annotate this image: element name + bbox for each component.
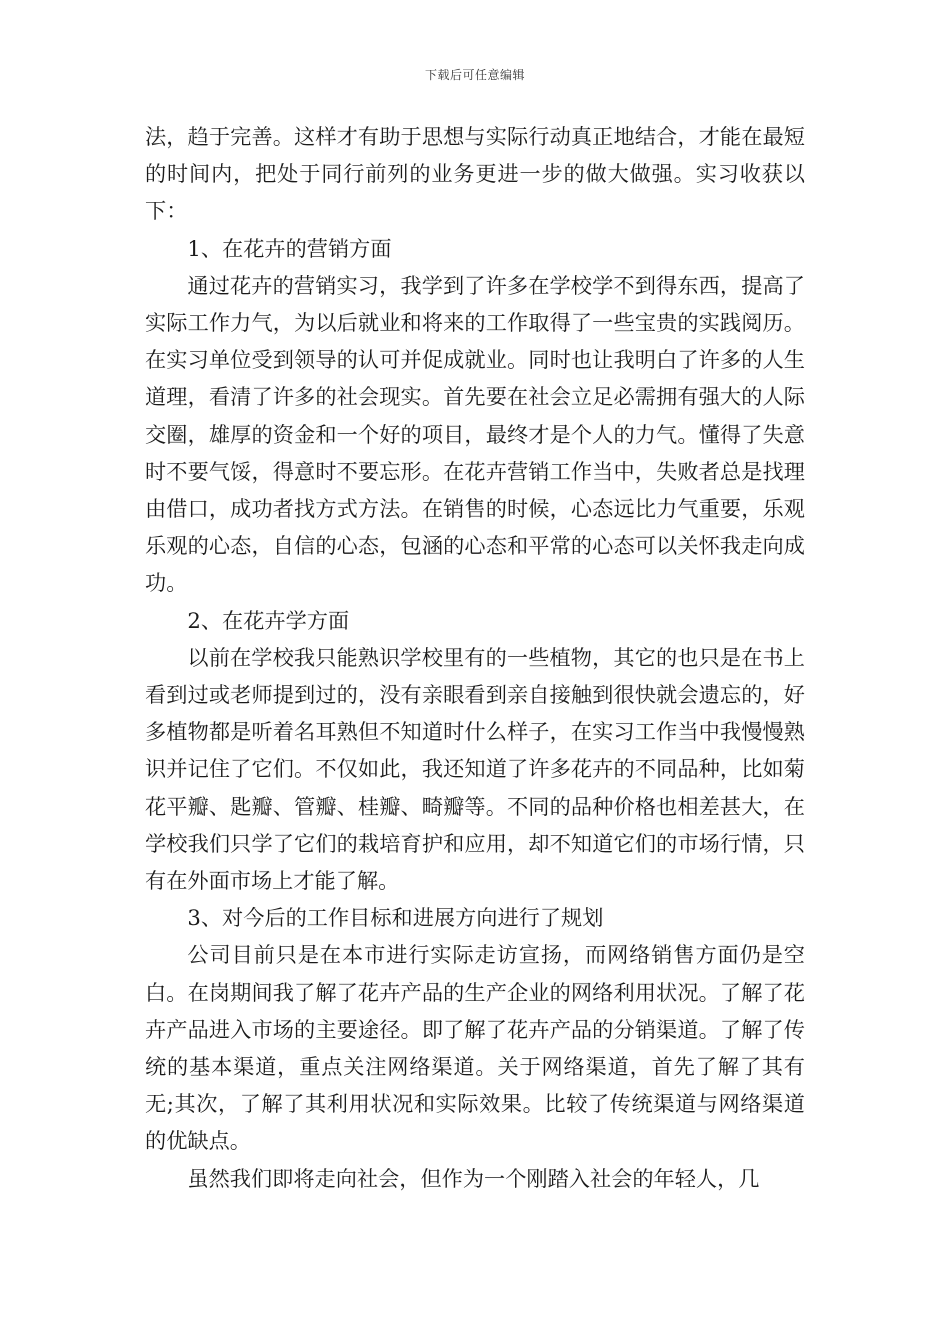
paragraph-continued: 法，趋于完善。这样才有助于思想与实际行动真正地结合，才能在最短的时间内，把处于同行前列的业务更进一步的做大做强。实习收获以下： [145,124,805,224]
section-heading-2: 2、在花卉学方面 [187,607,350,633]
page-header: 下载后可任意编辑 [424,68,525,82]
paragraph-marketing: 通过花卉的营销实习，我学到了许多在学校学不到得东西，提高了实际工作力气，为以后就业和将来的工作取得了一些宝贵的实践阅历。在实习单位受到领导的认可并促成就业。同时也让我明白了许多的人生道理，看清了许多的社会现实。首先要在社会立足必需拥有强大的人际交圈，雄厚的资金和一个好的项目，最终才是个人的力气。懂得了失意时不要气馁，得意时不要忘形。在花卉营销工作当中，失败者总是找理由借口，成功者找方式方法。在销售的时候，心态远比力气重要，乐观乐观的心态，自信的心态，包涵的心态和平常的心态可以关怀我走向成功。 [145,272,805,596]
section-heading-3: 3、对今后的工作目标和进展方向进行了规划 [187,905,604,931]
section-heading-1: 1、在花卉的营销方面 [187,235,392,261]
paragraph-planning: 公司目前只是在本市进行实际走访宣扬，而网络销售方面仍是空白。在岗期间我了解了花卉产品的生产企业的网络利用状况。了解了花卉产品进入市场的主要途径。即了解了花卉产品的分销渠道。了解了传统的基本渠道，重点关注网络渠道。关于网络渠道，首先了解了其有无;其次，了解了其利用状况和实际效果。比较了传统渠道与网络渠道的优缺点。 [145,942,805,1154]
paragraph-floriculture: 以前在学校我只能熟识学校里有的一些植物，其它的也只是在书上看到过或老师提到过的，没有亲眼看到亲自接触到很快就会遗忘的，好多植物都是听着名耳熟但不知道时什么样子，在实习工作当中我慢慢熟识并记住了它们。不仅如此，我还知道了许多花卉的不同品种，比如菊花平瓣、匙瓣、管瓣、桂瓣、畸瓣等。不同的品种价格也相差甚大，在学校我们只学了它们的栽培育护和应用，却不知道它们的市场行情，只有在外面市场上才能了解。 [145,644,805,894]
document-body [145,118,805,1197]
paragraph-closing: 虽然我们即将走向社会，但作为一个刚踏入社会的年轻人，几 [187,1165,760,1191]
